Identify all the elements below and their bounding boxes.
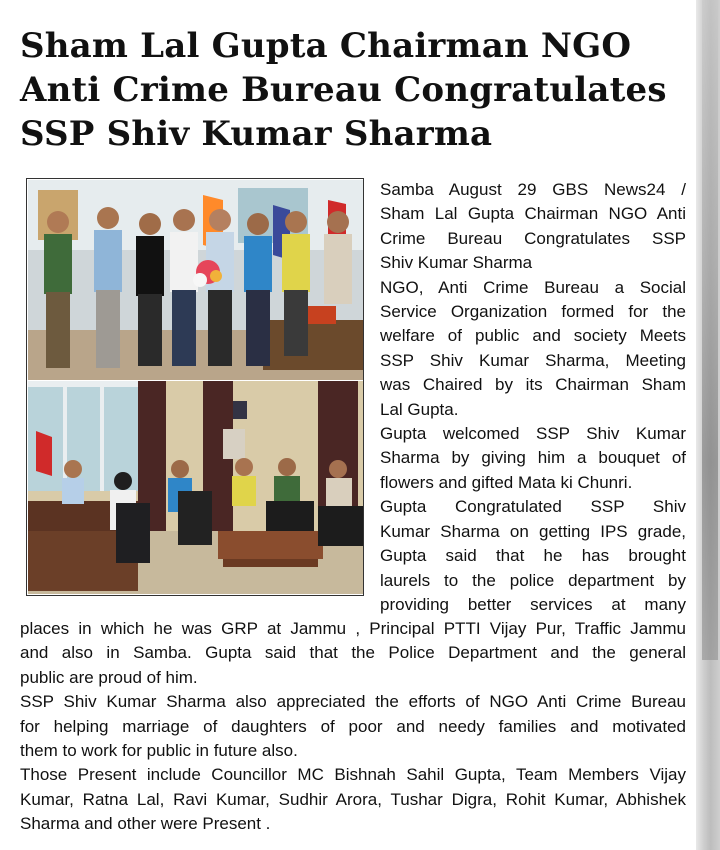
office-meeting-photo-illustration (28, 381, 364, 594)
text-line: Gupta Congratulated SSP Shiv (380, 497, 686, 517)
headline-line: Sham Lal Gupta Chairman NGO (20, 26, 632, 66)
headline-line: SSP Shiv Kumar Sharma (20, 114, 493, 154)
text-line: Sharma and other were Present . (20, 814, 271, 834)
text-line: Sharma by giving him a bouquet of (380, 448, 686, 468)
text-line: NGO, Anti Crime Bureau a Social (380, 277, 686, 297)
text-line: public are proud of him. (20, 667, 198, 687)
text-line: Shiv Kumar Sharma (380, 253, 533, 273)
article-column-text (380, 178, 686, 617)
text-line: Crime Bureau Congratulates SSP (380, 228, 686, 248)
office-meeting-photo (28, 381, 364, 594)
text-line: and also in Samba. Gupta said that the Police Department and the general (20, 643, 686, 663)
text-line: SSP Shiv Kumar Sharma also appreciated the efforts of NGO Anti Crime Bureau (20, 692, 686, 712)
text-line: flowers and gifted Mata ki Chunri. (380, 472, 633, 492)
text-line: Kumar, Ratna Lal, Ravi Kumar, Sudhir Arora, Tushar Digra, Rohit Kumar, Abhishek (20, 789, 686, 809)
text-line: laurels to the police department by (380, 570, 686, 590)
text-line: SSP Shiv Kumar Sharma, Meeting (380, 350, 686, 370)
text-line: providing better services at many (380, 594, 686, 614)
article-full-width-text (20, 617, 686, 837)
text-line: Samba August 29 GBS News24 / (380, 180, 686, 199)
text-line: Those Present include Councillor MC Bishnah Sahil Gupta, Team Members Vijay (20, 765, 686, 785)
page-edge-shadow (696, 0, 720, 850)
text-line: Gupta welcomed SSP Shiv Kumar (380, 424, 686, 444)
text-line: Gupta said that he has brought (380, 546, 686, 566)
headline-line: Anti Crime Bureau Congratulates (20, 70, 667, 110)
group-photo-bouquet (28, 180, 364, 380)
text-line: them to work for public in future also. (20, 741, 298, 761)
text-line: Kumar Sharma on getting IPS grade, (380, 521, 686, 541)
group-photo-bouquet-illustration (28, 180, 364, 380)
text-line: welfare of public and society Meets (380, 326, 686, 346)
page-edge-band (702, 0, 718, 660)
text-line: Lal Gupta. (380, 399, 459, 419)
text-line: Sham Lal Gupta Chairman NGO Anti (380, 204, 686, 224)
text-line: places in which he was GRP at Jammu , Principal PTTI Vijay Pur, Traffic Jammu (20, 619, 686, 638)
text-line: was Chaired by its Chairman Sham (380, 375, 686, 395)
text-line: for helping marriage of daughters of poor and needy families and motivated (20, 716, 686, 736)
headline (20, 24, 692, 156)
text-line: Service Organization formed for the (380, 302, 686, 322)
